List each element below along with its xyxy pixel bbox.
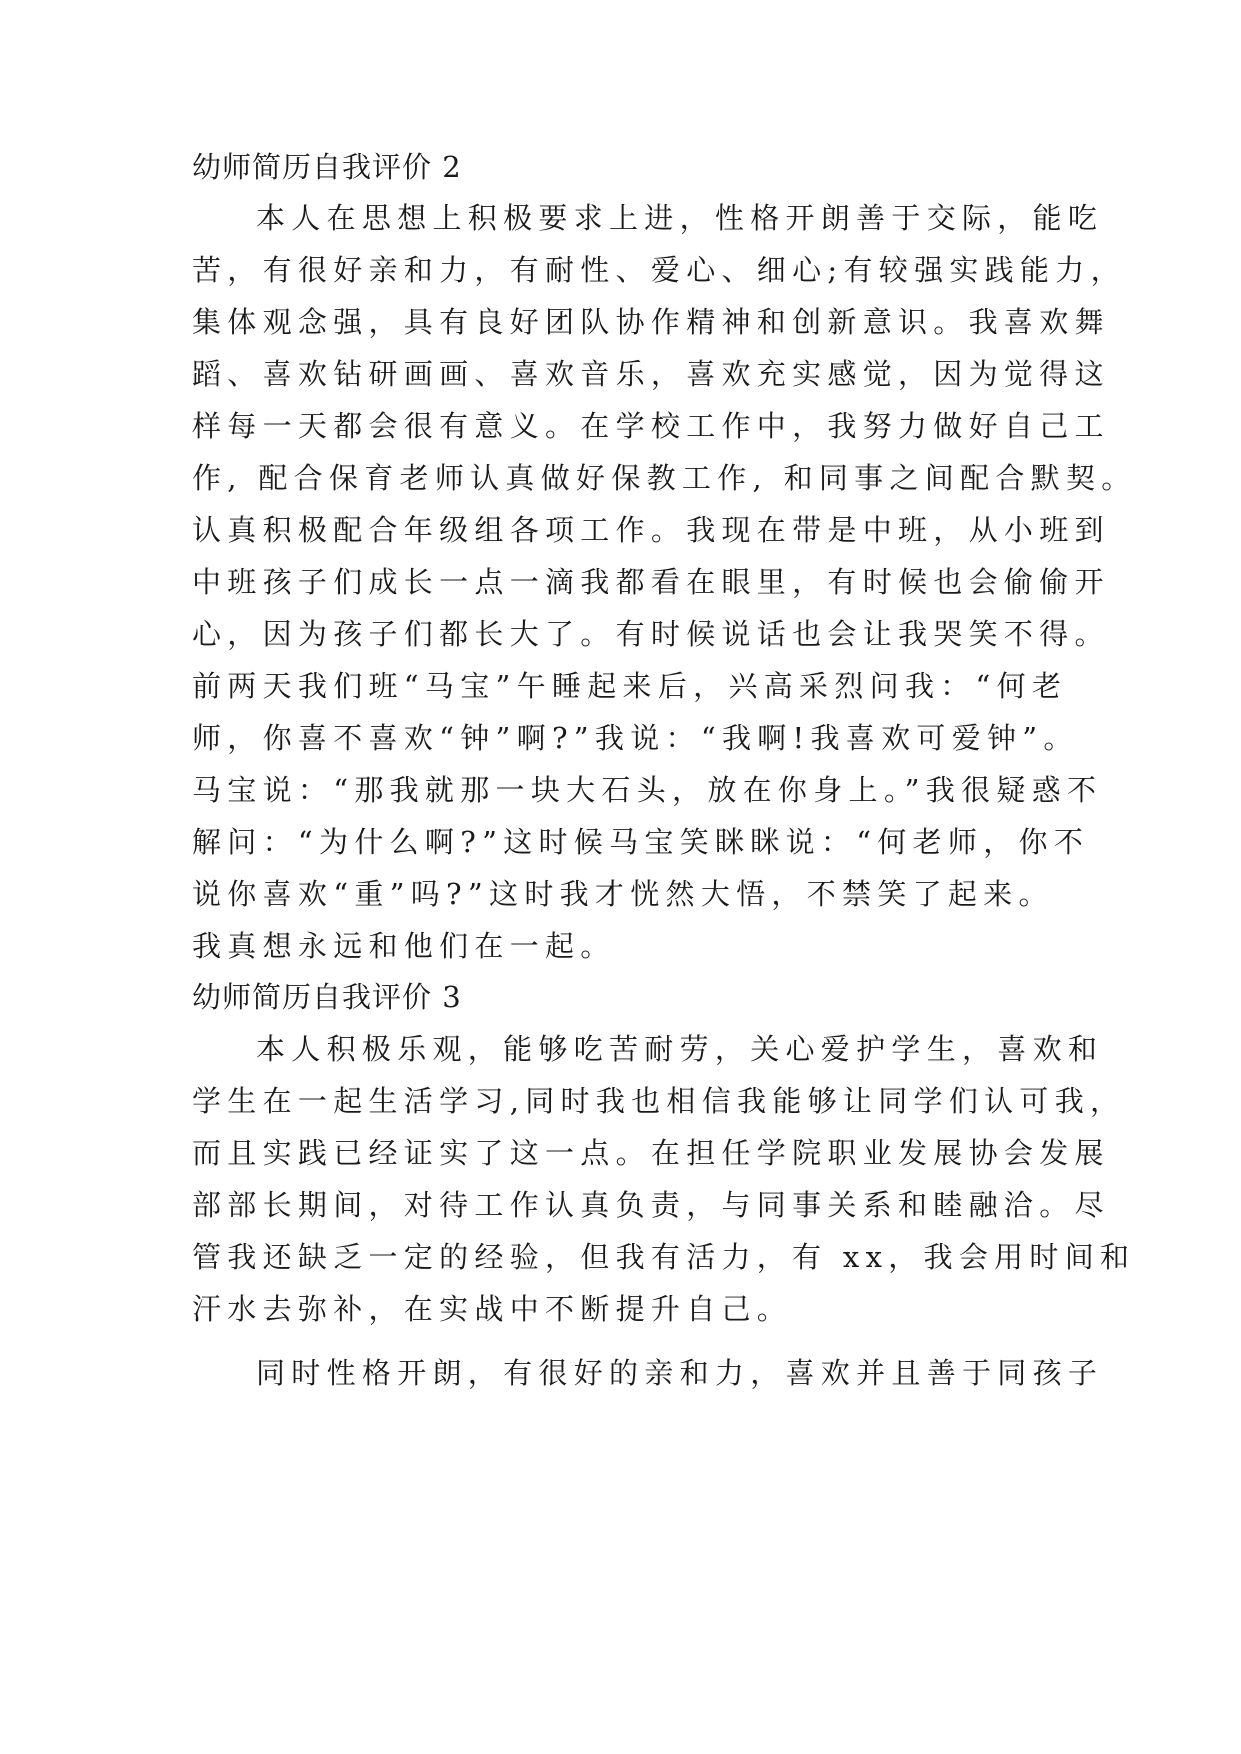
body-line: 中班孩子们成长一点一滴我都看在眼里，有时候也会偷偷开	[192, 565, 1110, 599]
body-line: 同时性格开朗，有很好的亲和力，喜欢并且善于同孩子	[256, 1356, 1104, 1390]
body-line: 集体观念强，具有良好团队协作精神和创新意识。我喜欢舞	[192, 305, 1110, 339]
body-line: 说你喜欢“重”吗?”这时我才恍然大悟，不禁笑了起来。	[192, 877, 1054, 911]
body-line: 前两天我们班“马宝”午睡起来后，兴高采烈问我：“何老	[192, 669, 1068, 703]
section-heading: 幼师简历自我评价 3	[192, 980, 462, 1014]
body-line: 师，你喜不喜欢“钟”啊?”我说：“我啊!我喜欢可爱钟”。	[192, 721, 1079, 755]
body-line: 部部长期间，对待工作认真负责，与同事关系和睦融洽。尽	[192, 1188, 1110, 1222]
body-line: 样每一天都会很有意义。在学校工作中，我努力做好自己工	[192, 409, 1110, 443]
body-line: 而且实践已经证实了这一点。在担任学院职业发展协会发展	[192, 1136, 1110, 1170]
body-line: 汗水去弥补，在实战中不断提升自己。	[192, 1292, 793, 1326]
body-line: 苦，有很好亲和力，有耐性、爱心、细心;有较强实践能力，	[192, 253, 1126, 287]
body-line: 解问：“为什么啊?”这时候马宝笑眯眯说：“何老师，你不	[192, 825, 1090, 859]
body-line: 本人在思想上积极要求上进，性格开朗善于交际，能吃	[256, 201, 1104, 235]
body-line: 作, 配合保育老师认真做好保教工作, 和同事之间配合默契。	[192, 461, 1137, 495]
body-line: 学生在一起生活学习,同时我也相信我能够让同学们认可我，	[192, 1084, 1126, 1118]
body-line: 马宝说：“那我就那一块大石头，放在你身上。”我很疑惑不	[192, 773, 1103, 807]
body-line: 管我还缺乏一定的经验，但我有活力，有 xx，我会用时间和	[192, 1240, 1136, 1274]
body-line: 认真积极配合年级组各项工作。我现在带是中班，从小班到	[192, 513, 1110, 547]
section-heading: 幼师简历自我评价 2	[192, 150, 462, 184]
body-line: 本人积极乐观，能够吃苦耐劳，关心爱护学生，喜欢和	[256, 1032, 1104, 1066]
body-line: 心，因为孩子们都长大了。有时候说话也会让我哭笑不得。	[192, 617, 1110, 651]
body-line: 蹈、喜欢钻研画画、喜欢音乐，喜欢充实感觉，因为觉得这	[192, 357, 1110, 391]
body-line: 我真想永远和他们在一起。	[192, 929, 616, 963]
